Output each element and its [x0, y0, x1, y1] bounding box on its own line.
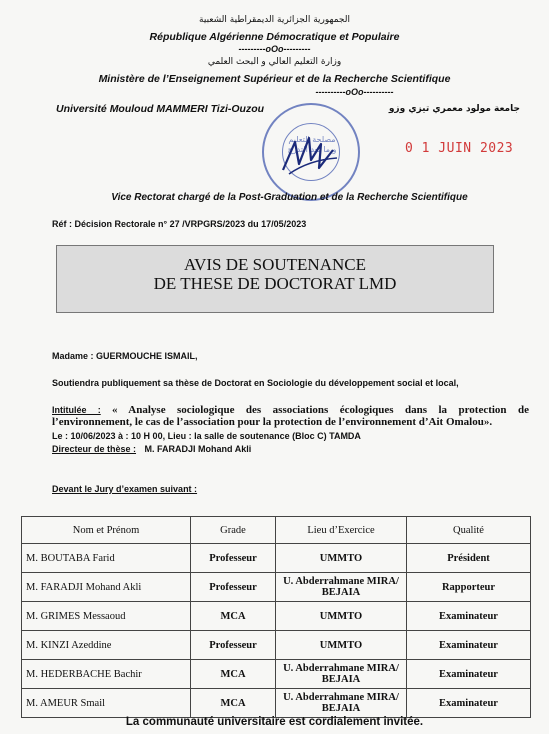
header-name: Nom et Prénom: [22, 517, 191, 544]
vice-rectorat: Vice Rectorat chargé de la Post-Graduation et de la Recherche Scientifique: [111, 192, 468, 203]
header-lieu: Lieu d’Exercice: [276, 517, 407, 544]
separator: ---------oOo---------: [238, 44, 311, 54]
jury-lieu: U. Abderrahmane MIRA/ BEJAIA: [276, 573, 407, 602]
jury-lieu: UMMTO: [276, 544, 407, 573]
jury-lieu: U. Abderrahmane MIRA/ BEJAIA: [276, 689, 407, 718]
jury-grade: MCA: [191, 689, 276, 718]
footer-invitation: La communauté universitaire est cordialement invitée.: [125, 716, 424, 728]
table-row: [22, 689, 531, 718]
arabic-ministry-header: وزارة التعليم العالي و البحث العلمي: [207, 57, 342, 67]
arabic-republic-header: الجمهورية الجزائرية الديمقراطية الشعبية: [199, 15, 350, 25]
header-qualite: Qualité: [407, 517, 531, 544]
intitulee-text-1: « Analyse sociologique des associations écologiques dans la protection de: [111, 404, 530, 416]
intitulee-line-1: [52, 404, 529, 416]
jury-name: M. KINZI Azeddine: [22, 631, 191, 660]
jury-qualite: Examinateur: [407, 660, 531, 689]
jury-name: M. AMEUR Smail: [22, 689, 191, 718]
jury-grade: MCA: [191, 660, 276, 689]
jury-grade: Professeur: [191, 631, 276, 660]
stamp-text: مصلحة التعليم و ما بعد التدرج: [287, 135, 337, 154]
jury-qualite: Examinateur: [407, 689, 531, 718]
separator: ----------oOo----------: [315, 87, 394, 97]
table-row: [22, 573, 531, 602]
arabic-university-name: جامعة مولود معمري تيزي وزو: [388, 104, 520, 114]
jury-table: [21, 516, 531, 718]
jury-name: M. BOUTABA Farid: [22, 544, 191, 573]
soutiendra-line: Soutiendra publiquement sa thèse de Doctorat en Sociologie du développement social et local,: [52, 378, 459, 388]
jury-grade: Professeur: [191, 544, 276, 573]
jury-qualite: Rapporteur: [407, 573, 531, 602]
intitulee-label: Intitulée :: [52, 405, 101, 415]
table-row: [22, 631, 531, 660]
jury-lieu: U. Abderrahmane MIRA/ BEJAIA: [276, 660, 407, 689]
reference-line: Réf : Décision Rectorale n° 27 /VRPGRS/2023 du 17/05/2023: [52, 219, 307, 229]
university-name: Université Mouloud MAMMERI Tizi-Ouzou: [56, 103, 265, 115]
table-row: [22, 660, 531, 689]
jury-grade: MCA: [191, 602, 276, 631]
directeur-label: Directeur de thèse :: [52, 444, 137, 454]
header-grade: Grade: [191, 517, 276, 544]
jury-qualite: Président: [407, 544, 531, 573]
candidate-name: Madame : GUERMOUCHE ISMAIL,: [52, 351, 198, 361]
republic-header: République Algérienne Démocratique et Populaire: [149, 31, 400, 43]
signature-icon: [275, 130, 345, 180]
table-row: [22, 544, 531, 573]
title-line-1: AVIS DE SOUTENANCE: [184, 255, 366, 274]
jury-header-row: [22, 517, 531, 544]
jury-qualite: Examinateur: [407, 602, 531, 631]
jury-lieu: UMMTO: [276, 631, 407, 660]
jury-grade: Professeur: [191, 573, 276, 602]
jury-name: M. HEDERBACHE Bachir: [22, 660, 191, 689]
title-box: [56, 245, 494, 313]
title-line-2: DE THESE DE DOCTORAT LMD: [153, 274, 397, 293]
jury-name: M. GRIMES Messaoud: [22, 602, 191, 631]
table-row: [22, 602, 531, 631]
directeur-name: M. FARADJI Mohand Akli: [144, 444, 252, 454]
date-stamp: 0 1 JUIN 2023: [405, 141, 514, 156]
jury-lieu: UMMTO: [276, 602, 407, 631]
jury-qualite: Examinateur: [407, 631, 531, 660]
jury-intro: Devant le Jury d’examen suivant :: [52, 484, 198, 494]
jury-name: M. FARADJI Mohand Akli: [22, 573, 191, 602]
ministry-header: Ministère de l’Enseignement Supérieur et de la Recherche Scientifique: [98, 73, 451, 85]
directeur-line: [52, 444, 251, 454]
intitulee-text-2: l’environnement, le cas de l’association pour la protection de l’environnement d’Ait Omalou».: [52, 416, 493, 428]
date-location-line: Le : 10/06/2023 à : 10 H 00, Lieu : la salle de soutenance (Bloc C) TAMDA: [52, 431, 361, 441]
